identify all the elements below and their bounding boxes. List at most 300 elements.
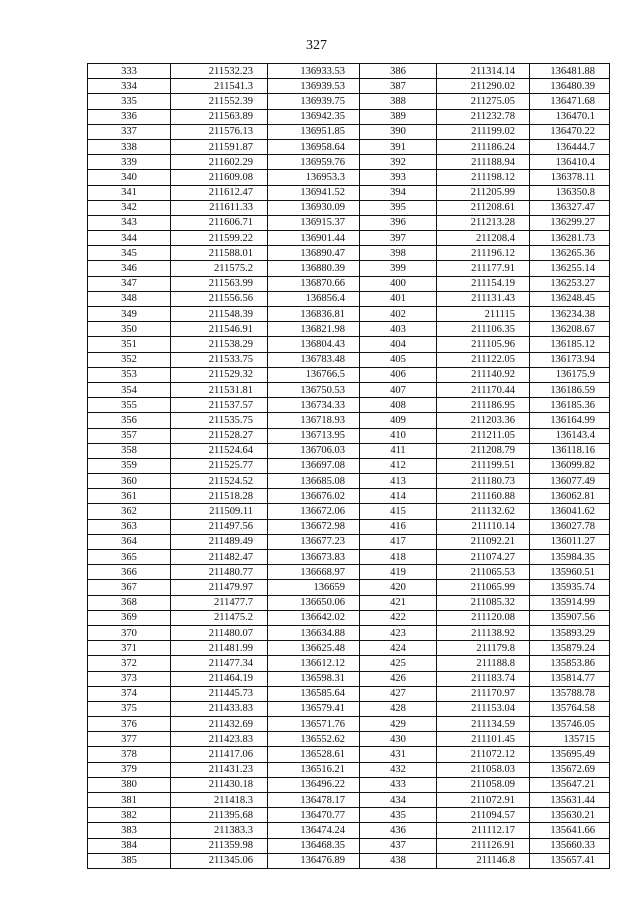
x-coordinate-cell: 211395.68 (171, 808, 268, 823)
table-row (88, 474, 610, 489)
point-number-cell: 345 (88, 246, 171, 261)
y-coordinate-cell: 136673.83 (268, 550, 360, 565)
y-coordinate-cell: 136836.81 (268, 307, 360, 322)
x-coordinate-cell: 211418.3 (171, 793, 268, 808)
x-coordinate-cell: 211535.75 (171, 413, 268, 428)
x-coordinate-cell: 211112.17 (437, 823, 530, 838)
y-coordinate-cell: 136672.98 (268, 519, 360, 534)
point-number-cell: 391 (360, 139, 437, 154)
y-coordinate-cell: 136870.66 (268, 276, 360, 291)
x-coordinate-cell: 211588.01 (171, 246, 268, 261)
point-number-cell: 349 (88, 307, 171, 322)
point-number-cell: 395 (360, 200, 437, 215)
point-number-cell: 396 (360, 215, 437, 230)
x-coordinate-cell: 211208.79 (437, 443, 530, 458)
x-coordinate-cell: 211177.91 (437, 261, 530, 276)
x-coordinate-cell: 211525.77 (171, 458, 268, 473)
y-coordinate-cell: 136958.64 (268, 139, 360, 154)
y-coordinate-cell: 135814.77 (530, 671, 610, 686)
y-coordinate-cell: 136248.45 (530, 291, 610, 306)
x-coordinate-cell: 211106.35 (437, 322, 530, 337)
point-number-cell: 377 (88, 732, 171, 747)
y-coordinate-cell: 136143.4 (530, 428, 610, 443)
x-coordinate-cell: 211188.94 (437, 155, 530, 170)
y-coordinate-cell: 136164.99 (530, 413, 610, 428)
point-number-cell: 360 (88, 474, 171, 489)
x-coordinate-cell: 211160.88 (437, 489, 530, 504)
y-coordinate-cell: 136444.7 (530, 139, 610, 154)
x-coordinate-cell: 211524.52 (171, 474, 268, 489)
x-coordinate-cell: 211198.12 (437, 170, 530, 185)
point-number-cell: 357 (88, 428, 171, 443)
x-coordinate-cell: 211430.18 (171, 777, 268, 792)
y-coordinate-cell: 135715 (530, 732, 610, 747)
table-row (88, 109, 610, 124)
table-row (88, 808, 610, 823)
y-coordinate-cell: 136783.48 (268, 352, 360, 367)
x-coordinate-cell: 211541.3 (171, 79, 268, 94)
y-coordinate-cell: 135647.21 (530, 777, 610, 792)
x-coordinate-cell: 211072.12 (437, 747, 530, 762)
y-coordinate-cell: 136253.27 (530, 276, 610, 291)
x-coordinate-cell: 211199.02 (437, 124, 530, 139)
point-number-cell: 412 (360, 458, 437, 473)
y-coordinate-cell: 135657.41 (530, 853, 610, 868)
y-coordinate-cell: 136951.85 (268, 124, 360, 139)
point-number-cell: 369 (88, 610, 171, 625)
y-coordinate-cell: 136470.77 (268, 808, 360, 823)
point-number-cell: 350 (88, 322, 171, 337)
y-coordinate-cell: 136625.48 (268, 641, 360, 656)
y-coordinate-cell: 136901.44 (268, 231, 360, 246)
y-coordinate-cell: 136470.22 (530, 124, 610, 139)
y-coordinate-cell: 136804.43 (268, 337, 360, 352)
x-coordinate-cell: 211423.83 (171, 732, 268, 747)
y-coordinate-cell: 136528.61 (268, 747, 360, 762)
x-coordinate-cell: 211383.3 (171, 823, 268, 838)
point-number-cell: 378 (88, 747, 171, 762)
page-number: 327 (306, 38, 327, 53)
x-coordinate-cell: 211208.4 (437, 231, 530, 246)
point-number-cell: 384 (88, 838, 171, 853)
table-row (88, 170, 610, 185)
x-coordinate-cell: 211213.28 (437, 215, 530, 230)
x-coordinate-cell: 211537.57 (171, 398, 268, 413)
y-coordinate-cell: 136634.88 (268, 625, 360, 640)
point-number-cell: 346 (88, 261, 171, 276)
y-coordinate-cell: 136516.21 (268, 762, 360, 777)
x-coordinate-cell: 211186.95 (437, 398, 530, 413)
x-coordinate-cell: 211120.08 (437, 610, 530, 625)
table-row (88, 276, 610, 291)
table-row (88, 504, 610, 519)
point-number-cell: 387 (360, 79, 437, 94)
y-coordinate-cell: 136880.39 (268, 261, 360, 276)
point-number-cell: 340 (88, 170, 171, 185)
point-number-cell: 428 (360, 701, 437, 716)
x-coordinate-cell: 211094.57 (437, 808, 530, 823)
x-coordinate-cell: 211599.22 (171, 231, 268, 246)
x-coordinate-cell: 211179.8 (437, 641, 530, 656)
y-coordinate-cell: 135630.21 (530, 808, 610, 823)
y-coordinate-cell: 136677.23 (268, 534, 360, 549)
y-coordinate-cell: 136476.89 (268, 853, 360, 868)
y-coordinate-cell: 136173.94 (530, 352, 610, 367)
point-number-cell: 422 (360, 610, 437, 625)
y-coordinate-cell: 136299.27 (530, 215, 610, 230)
point-number-cell: 401 (360, 291, 437, 306)
point-number-cell: 410 (360, 428, 437, 443)
y-coordinate-cell: 136185.12 (530, 337, 610, 352)
point-number-cell: 385 (88, 853, 171, 868)
table-row (88, 519, 610, 534)
y-coordinate-cell: 136890.47 (268, 246, 360, 261)
y-coordinate-cell: 135879.24 (530, 641, 610, 656)
x-coordinate-cell: 211518.28 (171, 489, 268, 504)
y-coordinate-cell: 136185.36 (530, 398, 610, 413)
y-coordinate-cell: 136327.47 (530, 200, 610, 215)
y-coordinate-cell: 136481.88 (530, 64, 610, 79)
y-coordinate-cell: 136697.08 (268, 458, 360, 473)
point-number-cell: 398 (360, 246, 437, 261)
point-number-cell: 424 (360, 641, 437, 656)
y-coordinate-cell: 136676.02 (268, 489, 360, 504)
y-coordinate-cell: 136011.27 (530, 534, 610, 549)
x-coordinate-cell: 211481.99 (171, 641, 268, 656)
y-coordinate-cell: 136470.1 (530, 109, 610, 124)
x-coordinate-cell: 211170.44 (437, 382, 530, 397)
y-coordinate-cell: 135746.05 (530, 717, 610, 732)
x-coordinate-cell: 211556.56 (171, 291, 268, 306)
point-number-cell: 393 (360, 170, 437, 185)
point-number-cell: 417 (360, 534, 437, 549)
table-row (88, 413, 610, 428)
point-number-cell: 429 (360, 717, 437, 732)
table-row (88, 246, 610, 261)
y-coordinate-cell: 136766.5 (268, 367, 360, 382)
x-coordinate-cell: 211203.36 (437, 413, 530, 428)
point-number-cell: 356 (88, 413, 171, 428)
x-coordinate-cell: 211552.39 (171, 94, 268, 109)
table-row (88, 185, 610, 200)
table-row (88, 443, 610, 458)
x-coordinate-cell: 211477.34 (171, 656, 268, 671)
y-coordinate-cell: 136598.31 (268, 671, 360, 686)
table-row (88, 428, 610, 443)
x-coordinate-cell: 211314.14 (437, 64, 530, 79)
point-number-cell: 372 (88, 656, 171, 671)
x-coordinate-cell: 211275.05 (437, 94, 530, 109)
x-coordinate-cell: 211072.91 (437, 793, 530, 808)
point-number-cell: 380 (88, 777, 171, 792)
table-row (88, 550, 610, 565)
point-number-cell: 370 (88, 625, 171, 640)
x-coordinate-cell: 211497.56 (171, 519, 268, 534)
point-number-cell: 333 (88, 64, 171, 79)
table-row (88, 155, 610, 170)
point-number-cell: 388 (360, 94, 437, 109)
x-coordinate-cell: 211170.97 (437, 686, 530, 701)
point-number-cell: 359 (88, 458, 171, 473)
point-number-cell: 405 (360, 352, 437, 367)
y-coordinate-cell: 136118.16 (530, 443, 610, 458)
table-row (88, 231, 610, 246)
y-coordinate-cell: 136734.33 (268, 398, 360, 413)
point-number-cell: 390 (360, 124, 437, 139)
y-coordinate-cell: 136659 (268, 580, 360, 595)
table-row (88, 94, 610, 109)
y-coordinate-cell: 135853.86 (530, 656, 610, 671)
x-coordinate-cell: 211612.47 (171, 185, 268, 200)
x-coordinate-cell: 211211.05 (437, 428, 530, 443)
y-coordinate-cell: 136579.41 (268, 701, 360, 716)
point-number-cell: 434 (360, 793, 437, 808)
point-number-cell: 337 (88, 124, 171, 139)
y-coordinate-cell: 136186.59 (530, 382, 610, 397)
y-coordinate-cell: 136939.53 (268, 79, 360, 94)
table-row (88, 823, 610, 838)
x-coordinate-cell: 211205.99 (437, 185, 530, 200)
point-number-cell: 404 (360, 337, 437, 352)
y-coordinate-cell: 135660.33 (530, 838, 610, 853)
x-coordinate-cell: 211101.45 (437, 732, 530, 747)
x-coordinate-cell: 211489.49 (171, 534, 268, 549)
x-coordinate-cell: 211602.29 (171, 155, 268, 170)
y-coordinate-cell: 136496.22 (268, 777, 360, 792)
y-coordinate-cell: 136281.73 (530, 231, 610, 246)
table-row (88, 656, 610, 671)
table-row (88, 124, 610, 139)
x-coordinate-cell: 211183.74 (437, 671, 530, 686)
y-coordinate-cell: 136099.82 (530, 458, 610, 473)
x-coordinate-cell: 211524.64 (171, 443, 268, 458)
x-coordinate-cell: 211196.12 (437, 246, 530, 261)
x-coordinate-cell: 211611.33 (171, 200, 268, 215)
table-row (88, 747, 610, 762)
x-coordinate-cell: 211085.32 (437, 595, 530, 610)
table-row (88, 534, 610, 549)
x-coordinate-cell: 211092.21 (437, 534, 530, 549)
table-row (88, 580, 610, 595)
point-number-cell: 361 (88, 489, 171, 504)
x-coordinate-cell: 211105.96 (437, 337, 530, 352)
table-row (88, 139, 610, 154)
x-coordinate-cell: 211110.14 (437, 519, 530, 534)
point-number-cell: 358 (88, 443, 171, 458)
y-coordinate-cell: 136650.06 (268, 595, 360, 610)
y-coordinate-cell: 135788.78 (530, 686, 610, 701)
y-coordinate-cell: 136915.37 (268, 215, 360, 230)
x-coordinate-cell: 211058.09 (437, 777, 530, 792)
x-coordinate-cell: 211140.92 (437, 367, 530, 382)
point-number-cell: 426 (360, 671, 437, 686)
table-row (88, 79, 610, 94)
point-number-cell: 341 (88, 185, 171, 200)
x-coordinate-cell: 211431.23 (171, 762, 268, 777)
table-row (88, 458, 610, 473)
table-row (88, 382, 610, 397)
x-coordinate-cell: 211532.23 (171, 64, 268, 79)
point-number-cell: 394 (360, 185, 437, 200)
x-coordinate-cell: 211153.04 (437, 701, 530, 716)
y-coordinate-cell: 136571.76 (268, 717, 360, 732)
y-coordinate-cell: 136062.81 (530, 489, 610, 504)
point-number-cell: 376 (88, 717, 171, 732)
y-coordinate-cell: 135672.69 (530, 762, 610, 777)
x-coordinate-cell: 211563.99 (171, 276, 268, 291)
x-coordinate-cell: 211188.8 (437, 656, 530, 671)
x-coordinate-cell: 211131.43 (437, 291, 530, 306)
y-coordinate-cell: 136642.02 (268, 610, 360, 625)
point-number-cell: 430 (360, 732, 437, 747)
x-coordinate-cell: 211417.06 (171, 747, 268, 762)
table-row (88, 291, 610, 306)
x-coordinate-cell: 211432.69 (171, 717, 268, 732)
point-number-cell: 375 (88, 701, 171, 716)
point-number-cell: 362 (88, 504, 171, 519)
table-row (88, 352, 610, 367)
table-row (88, 489, 610, 504)
point-number-cell: 355 (88, 398, 171, 413)
y-coordinate-cell: 135984.35 (530, 550, 610, 565)
y-coordinate-cell: 136474.24 (268, 823, 360, 838)
x-coordinate-cell: 211445.73 (171, 686, 268, 701)
table-row (88, 307, 610, 322)
point-number-cell: 399 (360, 261, 437, 276)
table-row (88, 793, 610, 808)
table-row (88, 64, 610, 79)
x-coordinate-cell: 211199.51 (437, 458, 530, 473)
point-number-cell: 415 (360, 504, 437, 519)
table-row (88, 322, 610, 337)
point-number-cell: 347 (88, 276, 171, 291)
table-row (88, 671, 610, 686)
y-coordinate-cell: 135914.99 (530, 595, 610, 610)
y-coordinate-cell: 136410.4 (530, 155, 610, 170)
table-row (88, 777, 610, 792)
table-row (88, 215, 610, 230)
point-number-cell: 382 (88, 808, 171, 823)
point-number-cell: 392 (360, 155, 437, 170)
y-coordinate-cell: 136939.75 (268, 94, 360, 109)
table-row (88, 701, 610, 716)
x-coordinate-cell: 211132.62 (437, 504, 530, 519)
point-number-cell: 408 (360, 398, 437, 413)
point-number-cell: 381 (88, 793, 171, 808)
table-row (88, 610, 610, 625)
y-coordinate-cell: 136585.64 (268, 686, 360, 701)
point-number-cell: 343 (88, 215, 171, 230)
point-number-cell: 338 (88, 139, 171, 154)
x-coordinate-cell: 211480.77 (171, 565, 268, 580)
x-coordinate-cell: 211546.91 (171, 322, 268, 337)
x-coordinate-cell: 211509.11 (171, 504, 268, 519)
point-number-cell: 348 (88, 291, 171, 306)
x-coordinate-cell: 211575.2 (171, 261, 268, 276)
point-number-cell: 365 (88, 550, 171, 565)
y-coordinate-cell: 135960.51 (530, 565, 610, 580)
y-coordinate-cell: 136478.17 (268, 793, 360, 808)
y-coordinate-cell: 136718.93 (268, 413, 360, 428)
point-number-cell: 334 (88, 79, 171, 94)
point-number-cell: 406 (360, 367, 437, 382)
x-coordinate-cell: 211529.32 (171, 367, 268, 382)
point-number-cell: 420 (360, 580, 437, 595)
x-coordinate-cell: 211563.89 (171, 109, 268, 124)
point-number-cell: 435 (360, 808, 437, 823)
point-number-cell: 363 (88, 519, 171, 534)
point-number-cell: 367 (88, 580, 171, 595)
x-coordinate-cell: 211548.39 (171, 307, 268, 322)
y-coordinate-cell: 136930.09 (268, 200, 360, 215)
x-coordinate-cell: 211122.05 (437, 352, 530, 367)
point-number-cell: 373 (88, 671, 171, 686)
point-number-cell: 389 (360, 109, 437, 124)
y-coordinate-cell: 136856.4 (268, 291, 360, 306)
y-coordinate-cell: 135764.58 (530, 701, 610, 716)
table-row (88, 853, 610, 868)
table-row (88, 200, 610, 215)
point-number-cell: 411 (360, 443, 437, 458)
y-coordinate-cell: 135695.49 (530, 747, 610, 762)
x-coordinate-cell: 211475.2 (171, 610, 268, 625)
point-number-cell: 419 (360, 565, 437, 580)
y-coordinate-cell: 136942.35 (268, 109, 360, 124)
table-row (88, 367, 610, 382)
table-row (88, 261, 610, 276)
y-coordinate-cell: 136953.3 (268, 170, 360, 185)
x-coordinate-cell: 211531.81 (171, 382, 268, 397)
x-coordinate-cell: 211464.19 (171, 671, 268, 686)
point-number-cell: 351 (88, 337, 171, 352)
point-number-cell: 371 (88, 641, 171, 656)
x-coordinate-cell: 211065.99 (437, 580, 530, 595)
point-number-cell: 383 (88, 823, 171, 838)
x-coordinate-cell: 211126.91 (437, 838, 530, 853)
coordinate-table-body (88, 64, 610, 869)
point-number-cell: 386 (360, 64, 437, 79)
x-coordinate-cell: 211533.75 (171, 352, 268, 367)
y-coordinate-cell: 136077.49 (530, 474, 610, 489)
y-coordinate-cell: 136480.39 (530, 79, 610, 94)
y-coordinate-cell: 136468.35 (268, 838, 360, 853)
table-row (88, 625, 610, 640)
y-coordinate-cell: 136041.62 (530, 504, 610, 519)
y-coordinate-cell: 136668.97 (268, 565, 360, 580)
y-coordinate-cell: 136265.36 (530, 246, 610, 261)
point-number-cell: 335 (88, 94, 171, 109)
x-coordinate-cell: 211115 (437, 307, 530, 322)
point-number-cell: 423 (360, 625, 437, 640)
point-number-cell: 409 (360, 413, 437, 428)
y-coordinate-cell: 136175.9 (530, 367, 610, 382)
y-coordinate-cell: 135935.74 (530, 580, 610, 595)
point-number-cell: 416 (360, 519, 437, 534)
point-number-cell: 374 (88, 686, 171, 701)
point-number-cell: 402 (360, 307, 437, 322)
point-number-cell: 431 (360, 747, 437, 762)
point-number-cell: 421 (360, 595, 437, 610)
point-number-cell: 342 (88, 200, 171, 215)
x-coordinate-cell: 211345.06 (171, 853, 268, 868)
x-coordinate-cell: 211065.53 (437, 565, 530, 580)
x-coordinate-cell: 211528.27 (171, 428, 268, 443)
point-number-cell: 366 (88, 565, 171, 580)
table-row (88, 595, 610, 610)
y-coordinate-cell: 136941.52 (268, 185, 360, 200)
point-number-cell: 344 (88, 231, 171, 246)
y-coordinate-cell: 136959.76 (268, 155, 360, 170)
